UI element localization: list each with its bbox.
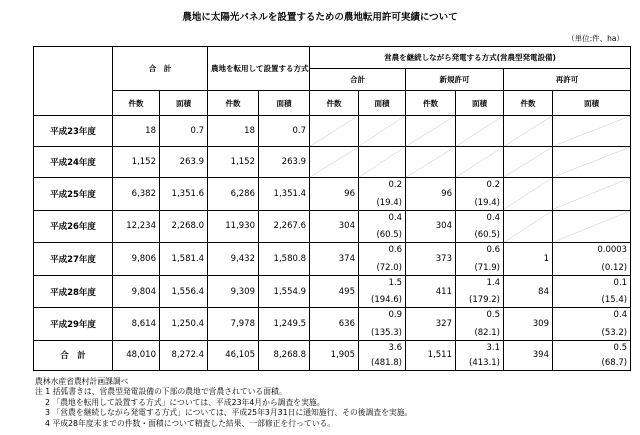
not-applicable-cell: [553, 178, 631, 210]
table-row: [34, 242, 631, 275]
re-permit-area: [553, 340, 631, 370]
area-value: 0.5: [486, 310, 500, 321]
note-4: 4 平成28年度末までの件数・面積について精査した結果、一部修正を行っている。: [45, 418, 336, 428]
re-permit-count: 84: [504, 276, 553, 308]
new-permit-area: [456, 340, 504, 370]
total-count: 1,152: [113, 147, 160, 178]
unit-label: （単位:件、ha）: [567, 34, 624, 43]
continue-total-area: [359, 210, 406, 242]
continue-total-count: 1,905: [310, 340, 359, 370]
subheader-area: 面積: [160, 91, 208, 116]
not-applicable-cell: [406, 147, 456, 178]
underlying-farm-area: (82.1): [474, 327, 500, 338]
new-permit-area: [456, 242, 504, 275]
underlying-farm-area: (413.1): [469, 358, 500, 368]
continue-total-area: [359, 340, 406, 370]
convert-count: 1,152: [208, 147, 259, 178]
total-area: 2,268.0: [160, 210, 208, 242]
area-value: 0.5: [613, 342, 628, 353]
convert-count: 46,105: [208, 340, 259, 370]
convert-area: 8,268.8: [259, 340, 310, 370]
total-count: 6,382: [113, 178, 160, 210]
new-permit-count: 96: [406, 178, 456, 210]
notes: [35, 377, 412, 429]
permit-table: [33, 46, 631, 371]
area-value: 0.6: [486, 244, 500, 255]
subheader-count: 件数: [113, 91, 160, 116]
underlying-farm-area: (68.7): [601, 358, 628, 368]
subheader-count: 件数: [504, 91, 553, 116]
continue-total-area: [359, 178, 406, 210]
re-permit-area: [553, 242, 631, 275]
header-total: 合 計: [113, 47, 208, 91]
row-label: 平成26年度: [34, 210, 113, 242]
total-area: 1,351.6: [160, 178, 208, 210]
not-applicable-cell: [359, 147, 406, 178]
new-permit-count: 411: [406, 276, 456, 308]
continue-total-count: 304: [310, 210, 359, 242]
underlying-farm-area: (71.9): [474, 263, 500, 274]
area-value: 0.6: [388, 244, 402, 255]
row-label: 平成28年度: [34, 276, 113, 308]
area-value: 0.4: [388, 212, 402, 223]
convert-area: 1,554.9: [259, 276, 310, 308]
not-applicable-cell: [504, 210, 553, 242]
new-permit-count: 1,511: [406, 340, 456, 370]
total-area: 263.9: [160, 147, 208, 178]
total-area: 1,250.4: [160, 308, 208, 340]
not-applicable-cell: [310, 147, 359, 178]
new-permit-count: 327: [406, 308, 456, 340]
area-value: 1.5: [388, 278, 402, 289]
subheader-area: 面積: [553, 91, 631, 116]
underlying-farm-area: (481.8): [371, 358, 402, 368]
convert-count: 18: [208, 116, 259, 147]
area-value: 0.9: [388, 310, 402, 321]
page-title: 農地に太陽光パネルを設置するための農地転用許可実績について: [182, 12, 458, 23]
note-2: 2 「農地を転用して設置する方式」については、平成23年4月から調査を実施。: [45, 397, 325, 407]
table-row: [34, 116, 631, 147]
header-re-permit: 再許可: [504, 69, 631, 91]
row-label: 平成25年度: [34, 178, 113, 210]
total-area: 1,556.4: [160, 276, 208, 308]
area-value: 0.0003: [597, 244, 628, 255]
table-row: [34, 210, 631, 242]
re-permit-count: 309: [504, 308, 553, 340]
convert-count: 9,309: [208, 276, 259, 308]
underlying-farm-area: (15.4): [601, 295, 628, 306]
header-convert: 農地を転用して設置する方式: [208, 47, 310, 91]
convert-count: 7,978: [208, 308, 259, 340]
convert-count: 9,432: [208, 242, 259, 275]
underlying-farm-area: (53.2): [601, 327, 628, 338]
subheader-count: 件数: [406, 91, 456, 116]
area-value: 0.1: [613, 278, 628, 289]
row-label: 合 計: [34, 340, 113, 370]
row-label: 平成24年度: [34, 147, 113, 178]
subheader-area: 面積: [259, 91, 310, 116]
table-row: [34, 178, 631, 210]
continue-total-area: [359, 242, 406, 275]
underlying-farm-area: (194.6): [371, 295, 402, 306]
not-applicable-cell: [504, 178, 553, 210]
underlying-farm-area: (0.12): [601, 263, 628, 274]
total-count: 9,806: [113, 242, 160, 275]
subheader-row: [34, 91, 631, 116]
re-permit-area: [553, 276, 631, 308]
subheader-area: 面積: [359, 91, 406, 116]
not-applicable-cell: [504, 116, 553, 147]
header-continue-total: 合計: [310, 69, 406, 91]
total-count: 18: [113, 116, 160, 147]
total-area: 0.7: [160, 116, 208, 147]
total-count: 48,010: [113, 340, 160, 370]
total-area: 8,272.4: [160, 340, 208, 370]
area-value: 1.4: [486, 278, 500, 289]
not-applicable-cell: [359, 116, 406, 147]
header-new-permit: 新規許可: [406, 69, 504, 91]
underlying-farm-area: (72.0): [376, 263, 402, 274]
underlying-farm-area: (60.5): [474, 229, 500, 240]
table-row: [34, 276, 631, 308]
re-permit-area: [553, 308, 631, 340]
not-applicable-cell: [456, 116, 504, 147]
new-permit-area: [456, 276, 504, 308]
row-label: 平成29年度: [34, 308, 113, 340]
table-row: [34, 340, 631, 370]
new-permit-area: [456, 178, 504, 210]
subheader-area: 面積: [456, 91, 504, 116]
re-permit-count: 394: [504, 340, 553, 370]
new-permit-area: [456, 308, 504, 340]
area-value: 0.2: [486, 180, 500, 191]
re-permit-count: 1: [504, 242, 553, 275]
convert-area: 1,580.8: [259, 242, 310, 275]
convert-count: 11,930: [208, 210, 259, 242]
not-applicable-cell: [553, 210, 631, 242]
header-continue: 営農を継続しながら発電する方式(営農型発電設備): [310, 47, 631, 69]
area-value: 3.1: [486, 342, 500, 353]
source-note: 農林水産省農村計画課調べ: [35, 377, 129, 386]
total-count: 12,234: [113, 210, 160, 242]
convert-count: 6,286: [208, 178, 259, 210]
not-applicable-cell: [310, 116, 359, 147]
new-permit-area: [456, 210, 504, 242]
new-permit-count: 373: [406, 242, 456, 275]
continue-total-count: 495: [310, 276, 359, 308]
note-1: 注 1 括弧書きは、営農型発電設備の下部の農地で営農されている面積。: [35, 387, 287, 397]
new-permit-count: 304: [406, 210, 456, 242]
not-applicable-cell: [456, 147, 504, 178]
not-applicable-cell: [553, 147, 631, 178]
underlying-farm-area: (179.2): [469, 295, 500, 306]
subheader-count: 件数: [310, 91, 359, 116]
convert-area: 2,267.6: [259, 210, 310, 242]
not-applicable-cell: [504, 147, 553, 178]
underlying-farm-area: (19.4): [376, 197, 402, 208]
table-row: [34, 308, 631, 340]
area-value: 0.4: [486, 212, 500, 223]
corner-cell: [34, 47, 113, 116]
underlying-farm-area: (135.3): [371, 327, 402, 338]
continue-total-area: [359, 276, 406, 308]
row-label: 平成23年度: [34, 116, 113, 147]
convert-area: 1,351.4: [259, 178, 310, 210]
note-3: 3 「営農を継続しながら発電する方式」については、平成25年3月31日に通知施行、その後調査を実施。: [45, 408, 413, 418]
area-value: 0.2: [388, 180, 402, 191]
continue-total-area: [359, 308, 406, 340]
total-area: 1,581.4: [160, 242, 208, 275]
row-label: 平成27年度: [34, 242, 113, 275]
underlying-farm-area: (19.4): [474, 197, 500, 208]
convert-area: 0.7: [259, 116, 310, 147]
convert-area: 1,249.5: [259, 308, 310, 340]
continue-total-count: 96: [310, 178, 359, 210]
table-row: [34, 147, 631, 178]
continue-total-count: 636: [310, 308, 359, 340]
underlying-farm-area: (60.5): [376, 229, 402, 240]
total-count: 8,614: [113, 308, 160, 340]
convert-area: 263.9: [259, 147, 310, 178]
not-applicable-cell: [553, 116, 631, 147]
area-value: 0.4: [613, 310, 628, 321]
subheader-count: 件数: [208, 91, 259, 116]
not-applicable-cell: [406, 116, 456, 147]
area-value: 3.6: [388, 342, 402, 353]
total-count: 9,804: [113, 276, 160, 308]
continue-total-count: 374: [310, 242, 359, 275]
